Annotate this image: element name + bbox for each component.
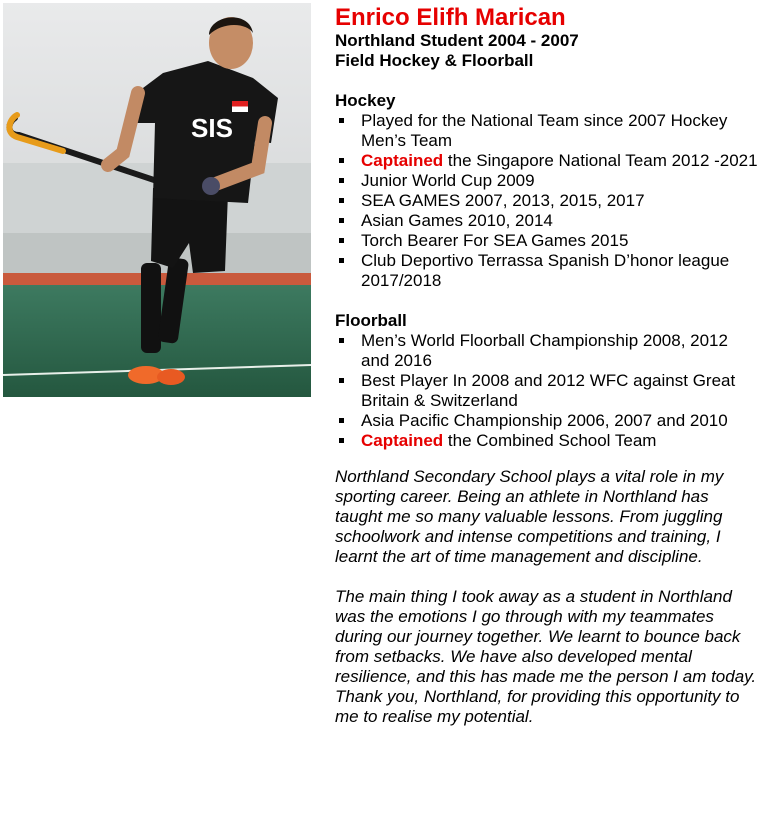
testimonial-paragraph: The main thing I took away as a student in Northland was the emotions I go through with my teammates during our journey together. We learnt to bounce back from setbacks. We have also developed mental resilience, and this has made me the person I am today. Thank you, Northland, for providing this opportunity to me to realise my potential. [335, 587, 757, 726]
profile-content [335, 5, 760, 727]
jersey-logo: SIS [191, 113, 233, 143]
list-item [335, 151, 760, 171]
list-item [335, 431, 760, 451]
captained-highlight: Captained [361, 151, 444, 170]
athlete-name: Enrico Elifh Marican [335, 4, 566, 31]
list-item: Asia Pacific Championship 2006, 2007 and 2010 [335, 411, 760, 431]
school-years: Northland Student 2004 - 2007 [335, 31, 579, 50]
hockey-list [335, 111, 760, 291]
list-item: Club Deportivo Terrassa Spanish D’honor league 2017/2018 [335, 251, 760, 291]
list-item-text: the Singapore National Team 2012 -2021 [443, 151, 758, 170]
list-item: Asian Games 2010, 2014 [335, 211, 760, 231]
floorball-list [335, 331, 760, 451]
list-item: SEA GAMES 2007, 2013, 2015, 2017 [335, 191, 760, 211]
list-item-text: the Combined School Team [443, 431, 657, 450]
testimonial-paragraph: Northland Secondary School plays a vital role in my sporting career. Being an athlete in Northland has taught me so many valuable lessons. From juggling schoolwork and intense competitions and training, I learnt the art of time management and discipline. [335, 467, 724, 566]
list-item: Men’s World Floorball Championship 2008, 2012 and 2016 [335, 331, 760, 371]
athlete-photo [3, 3, 311, 397]
list-item: Played for the National Team since 2007 Hockey Men’s Team [335, 111, 760, 151]
list-item: Torch Bearer For SEA Games 2015 [335, 231, 760, 251]
floorball-heading: Floorball [335, 311, 407, 330]
sports-line: Field Hockey & Floorball [335, 51, 534, 70]
list-item: Best Player In 2008 and 2012 WFC against Great Britain & Switzerland [335, 371, 760, 411]
hockey-heading: Hockey [335, 91, 396, 110]
captained-highlight: Captained [361, 431, 444, 450]
list-item: Junior World Cup 2009 [335, 171, 760, 191]
